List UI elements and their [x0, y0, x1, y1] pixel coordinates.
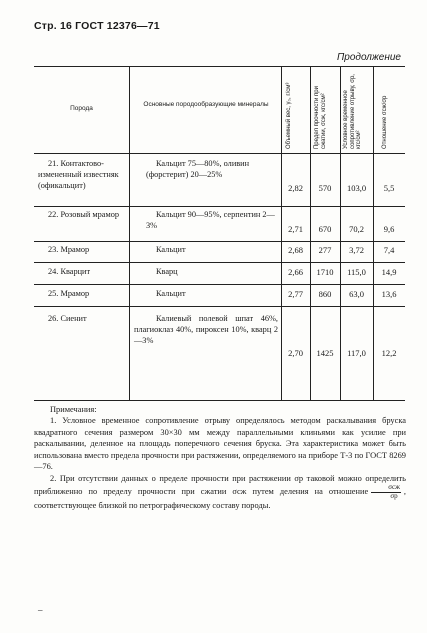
cell-minerals: Кальцит: [156, 245, 186, 254]
cell-tensile: 115,0: [347, 267, 366, 277]
properties-table: [34, 66, 405, 401]
cell-minerals: Калиевый полевой шпат 46%, плагиоклаз 40%, пироксен 10%, кварц 2—3%: [134, 314, 278, 345]
cell-density: 2,82: [288, 183, 303, 193]
notes-section: [34, 404, 406, 512]
table-row: [34, 245, 405, 259]
cell-compression: 570: [318, 183, 332, 193]
note-1: 1. Условное временное сопротивление отрыву определялось методом раскалывания бруска квадратного сечения размером 30×30 мм между параллельными клиньями как усилие при раскалывании, деленное на площадь поперечного сечения бруска. Эта характеристика может быть использована вместо предела прочности при растяжении, определяемого на приборе Т-3 по ГОСТ 8269—76.: [34, 416, 406, 472]
table-row: [34, 314, 405, 370]
cell-ratio: 13,6: [381, 289, 397, 299]
header-tensile: Условное временное сопротивление отрыву, σр, кгс/см²: [343, 74, 363, 149]
header-compression: Предел прочности при сжатии, σсж, кгс/см²: [314, 86, 327, 149]
ratio-fraction: [371, 484, 401, 500]
page-header: Стр. 16 ГОСТ 12376—71: [34, 20, 160, 32]
cell-minerals: Кальцит 90—95%, серпентин 2—3%: [146, 210, 275, 230]
cell-tensile: 117,0: [347, 348, 366, 358]
cell-density: 2,71: [288, 224, 303, 234]
cell-compression: 1710: [316, 267, 334, 277]
note-2-text-a: 2. При отсутствии данных о пределе прочности при растяжении σр таковой можно определить приближенно по пределу прочности при сжатии σсж путем деления на отношение: [34, 473, 406, 497]
cell-density: 2,77: [288, 289, 303, 299]
cell-tensile: 3,72: [349, 245, 364, 255]
cell-ratio: 7,4: [383, 245, 395, 255]
footer-mark: –: [38, 605, 43, 615]
table-row: [34, 159, 405, 201]
cell-tensile: 70,2: [349, 224, 364, 234]
cell-rock: 25. Мрамор: [48, 289, 90, 298]
cell-compression: 1425: [316, 348, 334, 358]
cell-ratio: 12,2: [381, 348, 397, 358]
cell-density: 2,68: [288, 245, 303, 255]
table-row: [34, 289, 405, 303]
cell-rock: 24. Кварцит: [48, 267, 91, 276]
cell-ratio: 14,9: [381, 267, 397, 277]
note-2: [34, 473, 406, 512]
continuation-label: Продолжение: [337, 52, 401, 63]
cell-rock: 26. Сиенит: [48, 314, 87, 323]
notes-title: Примечания:: [50, 405, 97, 414]
cell-compression: 277: [318, 245, 332, 255]
cell-compression: 860: [318, 289, 332, 299]
cell-ratio: 9,6: [383, 224, 395, 234]
cell-density: 2,70: [288, 348, 303, 358]
fraction-numerator: σсж: [371, 484, 401, 493]
table-row: [34, 210, 405, 240]
cell-rock: 21. Контактово-измененный известняк (офикальцит): [38, 159, 119, 190]
fraction-denominator: σр: [390, 491, 398, 500]
header-density: Объемный вес, γ₀, г/см³: [286, 82, 292, 149]
header-rock: Порода: [70, 105, 93, 112]
table-header: [34, 66, 405, 154]
header-ratio: Отношение σсж/σр: [382, 95, 388, 149]
cell-compression: 670: [318, 224, 332, 234]
cell-minerals: Кальцит: [156, 289, 186, 298]
table-row: [34, 267, 405, 281]
cell-rock: 23. Мрамор: [48, 245, 90, 254]
note-2-text-b: , соответствующее близкой по петрографическому составу породы.: [34, 487, 406, 511]
cell-ratio: 5,5: [383, 183, 395, 193]
cell-rock: 22. Розовый мрамор: [48, 210, 120, 219]
cell-density: 2,66: [288, 267, 303, 277]
header-minerals: Основные породообразующие минералы: [143, 101, 269, 108]
cell-minerals: Кальцит 75—80%, оливин (форстерит) 20—25%: [146, 159, 250, 179]
table-body: [34, 154, 405, 401]
cell-tensile: 63,0: [349, 289, 364, 299]
cell-minerals: Кварц: [156, 267, 178, 276]
cell-tensile: 103,0: [346, 183, 367, 193]
